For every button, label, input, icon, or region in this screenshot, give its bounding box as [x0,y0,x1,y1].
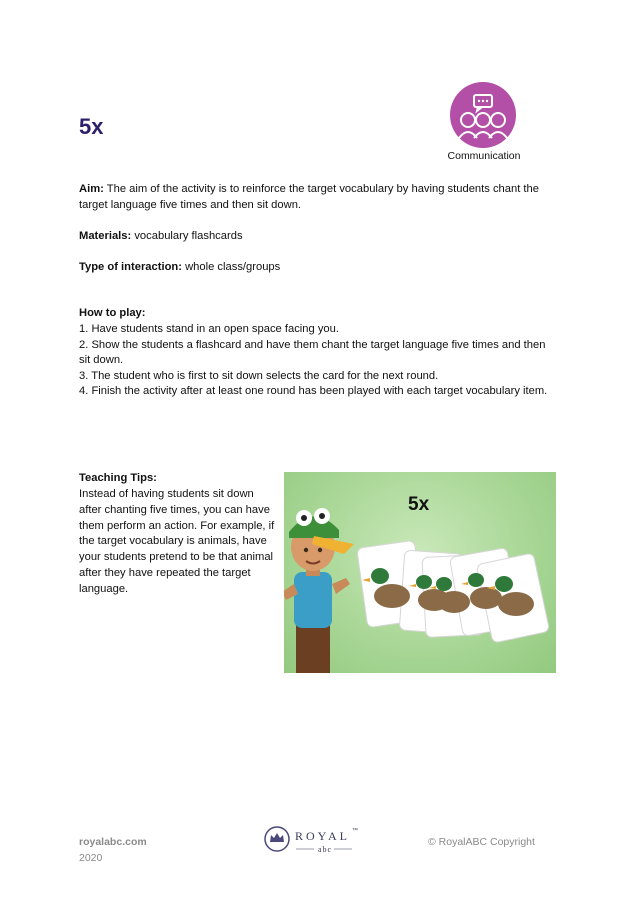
communication-people-icon [450,82,516,148]
aim-label: Aim: [79,183,104,195]
how-to-play-title: How to play: [79,307,146,319]
aim-paragraph [79,181,559,213]
footer-copyright: © RoyalABC Copyright [428,836,535,848]
communication-badge [450,82,516,148]
how-to-play-list [79,322,557,400]
teaching-tips-title: Teaching Tips: [79,472,157,484]
activity-illustration [284,472,556,673]
how-to-play-step: 3. The student who is first to sit down selects the card for the next round. [79,369,439,382]
materials-text: vocabulary flashcards [131,230,243,242]
how-to-play-step: 2. Show the students a flashcard and have them chant the target language five times and then sit down. [79,338,546,366]
materials-label: Materials: [79,230,132,242]
footer-year: 2020 [79,852,103,864]
boy-duck-hat-illustration [284,472,556,673]
logo-text: ROYAL [295,829,351,843]
how-to-play-step: 1. Have students stand in an open space facing you. [79,323,339,335]
how-to-play-step: 4. Finish the activity after at least one round has been played with each target vocabulary item. [79,385,548,397]
page-title: 5x [79,114,104,139]
footer-url: royalabc.com [79,836,147,848]
logo-sub: abc [318,845,333,854]
interaction-paragraph [79,259,559,275]
royal-abc-logo [262,822,372,858]
badge-label: Communication [447,150,521,162]
logo-tm: ™ [352,828,358,834]
interaction-text: whole class/groups [181,261,281,273]
illustration-title: 5x [408,494,430,515]
interaction-label: Type of interaction: [79,261,182,273]
materials-paragraph [79,228,559,244]
teaching-tips-text: Instead of having students sit down after chanting five times, you can have them perform an action. For example, if the target vocabulary is animals, have your students pretend to be that animal after they have repeated the target language. [79,488,275,595]
aim-text: The aim of the activity is to reinforce the target vocabulary by having students chant the target language five times and then sit down. [79,183,539,211]
